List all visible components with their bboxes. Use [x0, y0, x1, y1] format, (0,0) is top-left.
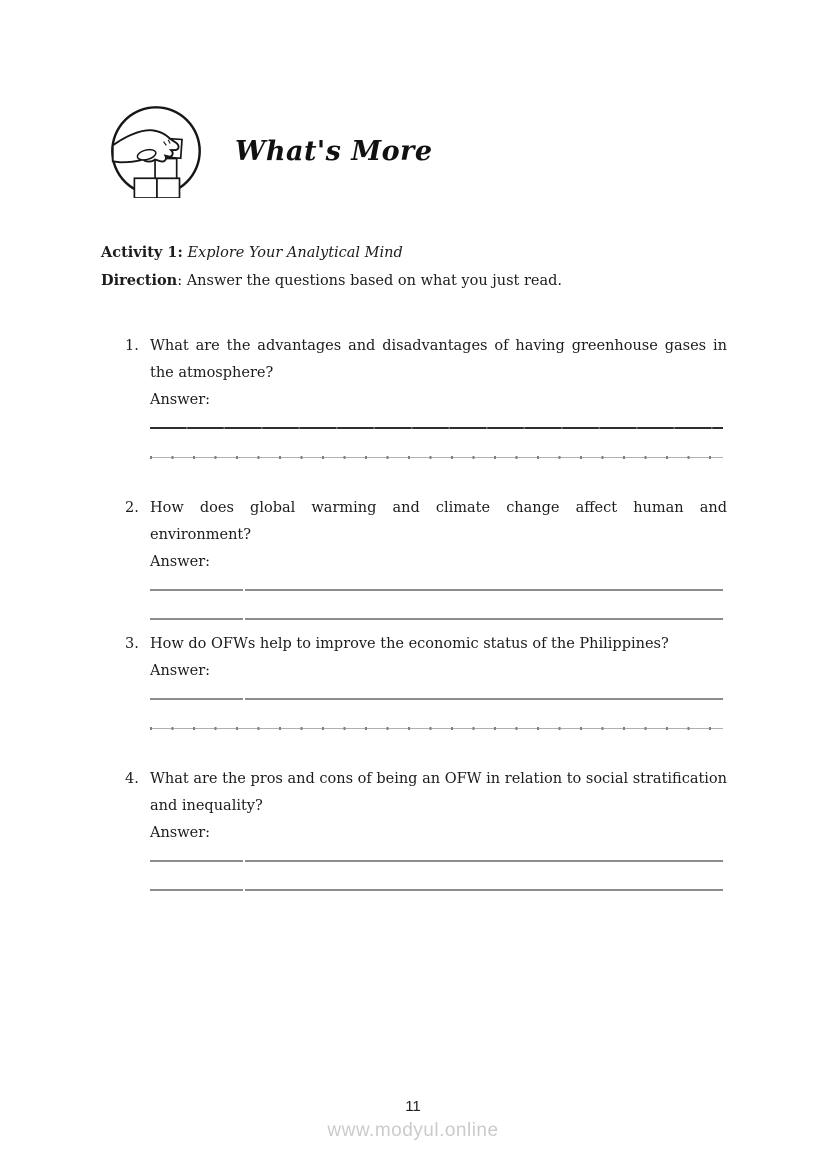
- hand-stacking-blocks-icon: [109, 104, 203, 198]
- activity-title: Explore Your Analytical Mind: [187, 245, 403, 261]
- activity-label: Activity 1:: [101, 244, 183, 261]
- question-item-2: [101, 495, 727, 620]
- answer-label: Answer:: [150, 554, 211, 570]
- question-item-4: [101, 766, 727, 891]
- watermark: www.modyul.online: [327, 1120, 499, 1141]
- direction-label: Direction: [101, 272, 178, 289]
- question-text: What are the advantages and disadvantages of having greenhouse gases in the atmosphere?: [150, 338, 727, 381]
- answer-blank-line: [150, 589, 723, 591]
- question-item-3: [101, 631, 727, 730]
- question-text: How does global warming and climate change affect human and environment?: [150, 500, 727, 543]
- question-number: 3.: [125, 636, 139, 652]
- question-item-1: [101, 333, 727, 459]
- question-number: 4.: [125, 771, 139, 787]
- answer-blank-line: [150, 889, 723, 891]
- answer-blank-line: [150, 427, 723, 429]
- direction-text: : Answer the questions based on what you just read.: [177, 273, 563, 289]
- answer-blank-line: [150, 727, 723, 730]
- question-list: [101, 333, 727, 891]
- question-text: What are the pros and cons of being an OFW in relation to social stratification and inequality?: [150, 771, 727, 814]
- answer-label: Answer:: [150, 392, 211, 408]
- answer-label: Answer:: [150, 825, 211, 841]
- answer-blank-line: [150, 860, 723, 862]
- page-number: 11: [405, 1098, 421, 1115]
- activity-line: [101, 239, 727, 267]
- question-number: 2.: [125, 500, 139, 516]
- answer-label: Answer:: [150, 663, 211, 679]
- answer-blank-line: [150, 456, 723, 459]
- direction-line: [101, 267, 727, 295]
- question-number: 1.: [125, 338, 139, 354]
- answer-blank-line: [150, 698, 723, 700]
- page-title: What's More: [235, 135, 433, 167]
- section-header: [101, 103, 727, 199]
- intro-block: [101, 239, 727, 295]
- answer-blank-line: [150, 618, 723, 620]
- question-text: How do OFWs help to improve the economic status of the Philippines?: [150, 636, 669, 652]
